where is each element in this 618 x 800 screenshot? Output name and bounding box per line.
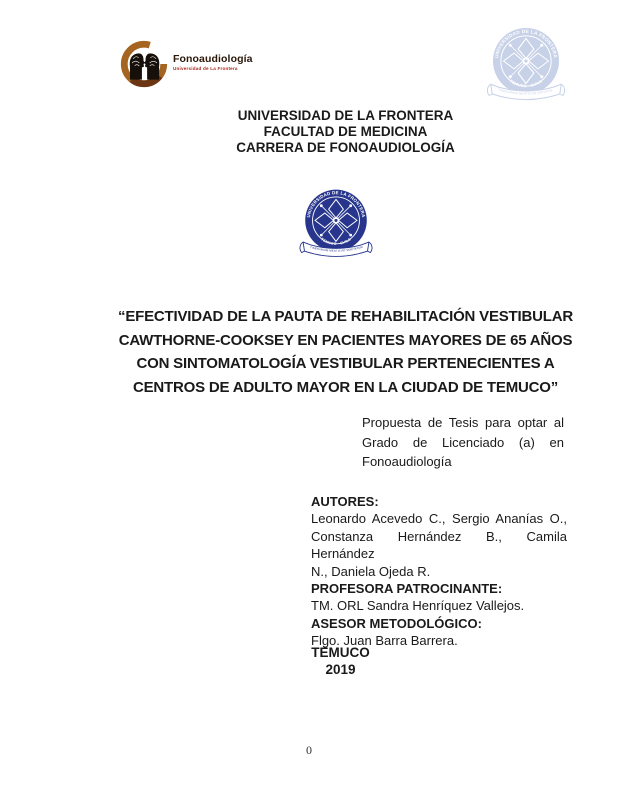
advisor-name: TM. ORL Sandra Henríquez Vallejos. [311, 598, 525, 614]
fonoaudiologia-emblem-icon [117, 36, 171, 90]
thesis-purpose-note [362, 413, 564, 472]
institution-line-career: CARRERA DE FONOAUDIOLOGÍA [236, 140, 455, 155]
credits-block [311, 493, 567, 650]
authors-line: Leonardo Acevedo C., Sergio Ananías O., [311, 511, 567, 527]
place-year-block [118, 644, 563, 678]
thesis-title-line: CAWTHORNE-COOKSEY EN PACIENTES MAYORES DE 65 AÑOS [118, 331, 573, 349]
fono-logo-subtitle: Universidad de La Frontera [173, 65, 238, 71]
ufro-seal-watermark-icon [481, 22, 571, 108]
thesis-title-line: CENTROS DE ADULTO MAYOR EN LA CIUDAD DE TEMUCO” [132, 378, 559, 396]
ufro-seal-icon [294, 184, 378, 264]
thesis-title [118, 305, 573, 399]
place-city: TEMUCO [311, 645, 370, 660]
fono-logo-title: Fonoaudiología [173, 53, 253, 66]
thesis-note-line: Grado de Licenciado (a) en [362, 434, 564, 450]
institution-line-faculty: FACULTAD DE MEDICINA [263, 124, 428, 139]
head-profiles-icon [130, 53, 160, 79]
page-number: 0 [306, 743, 312, 757]
methodologist-name: Flgo. Juan Barra Barrera. [311, 633, 458, 649]
methodologist-label: ASESOR METODOLÓGICO: [311, 615, 482, 631]
authors-line: Constanza Hernández B., Camila Hernández [311, 528, 567, 562]
thesis-title-line: “EFECTIVIDAD DE LA PAUTA DE REHABILITACIÓN VESTIBULAR [118, 308, 573, 325]
institution-header [123, 108, 568, 156]
thesis-note-line: Propuesta de Tesis para optar al [362, 415, 564, 430]
advisor-label: PROFESORA PATROCINANTE: [311, 581, 503, 597]
institution-line-university: UNIVERSIDAD DE LA FRONTERA [237, 108, 454, 123]
thesis-title-line: CON SINTOMATOLOGÍA VESTIBULAR PERTENECIENTES A [136, 355, 555, 372]
authors-label: AUTORES: [311, 494, 379, 509]
place-year: 2019 [325, 662, 356, 677]
thesis-note-line: Fonoaudiología [362, 454, 452, 469]
authors-line: N., Daniela Ojeda R. [311, 563, 431, 579]
fonoaudiologia-logo [117, 36, 253, 90]
